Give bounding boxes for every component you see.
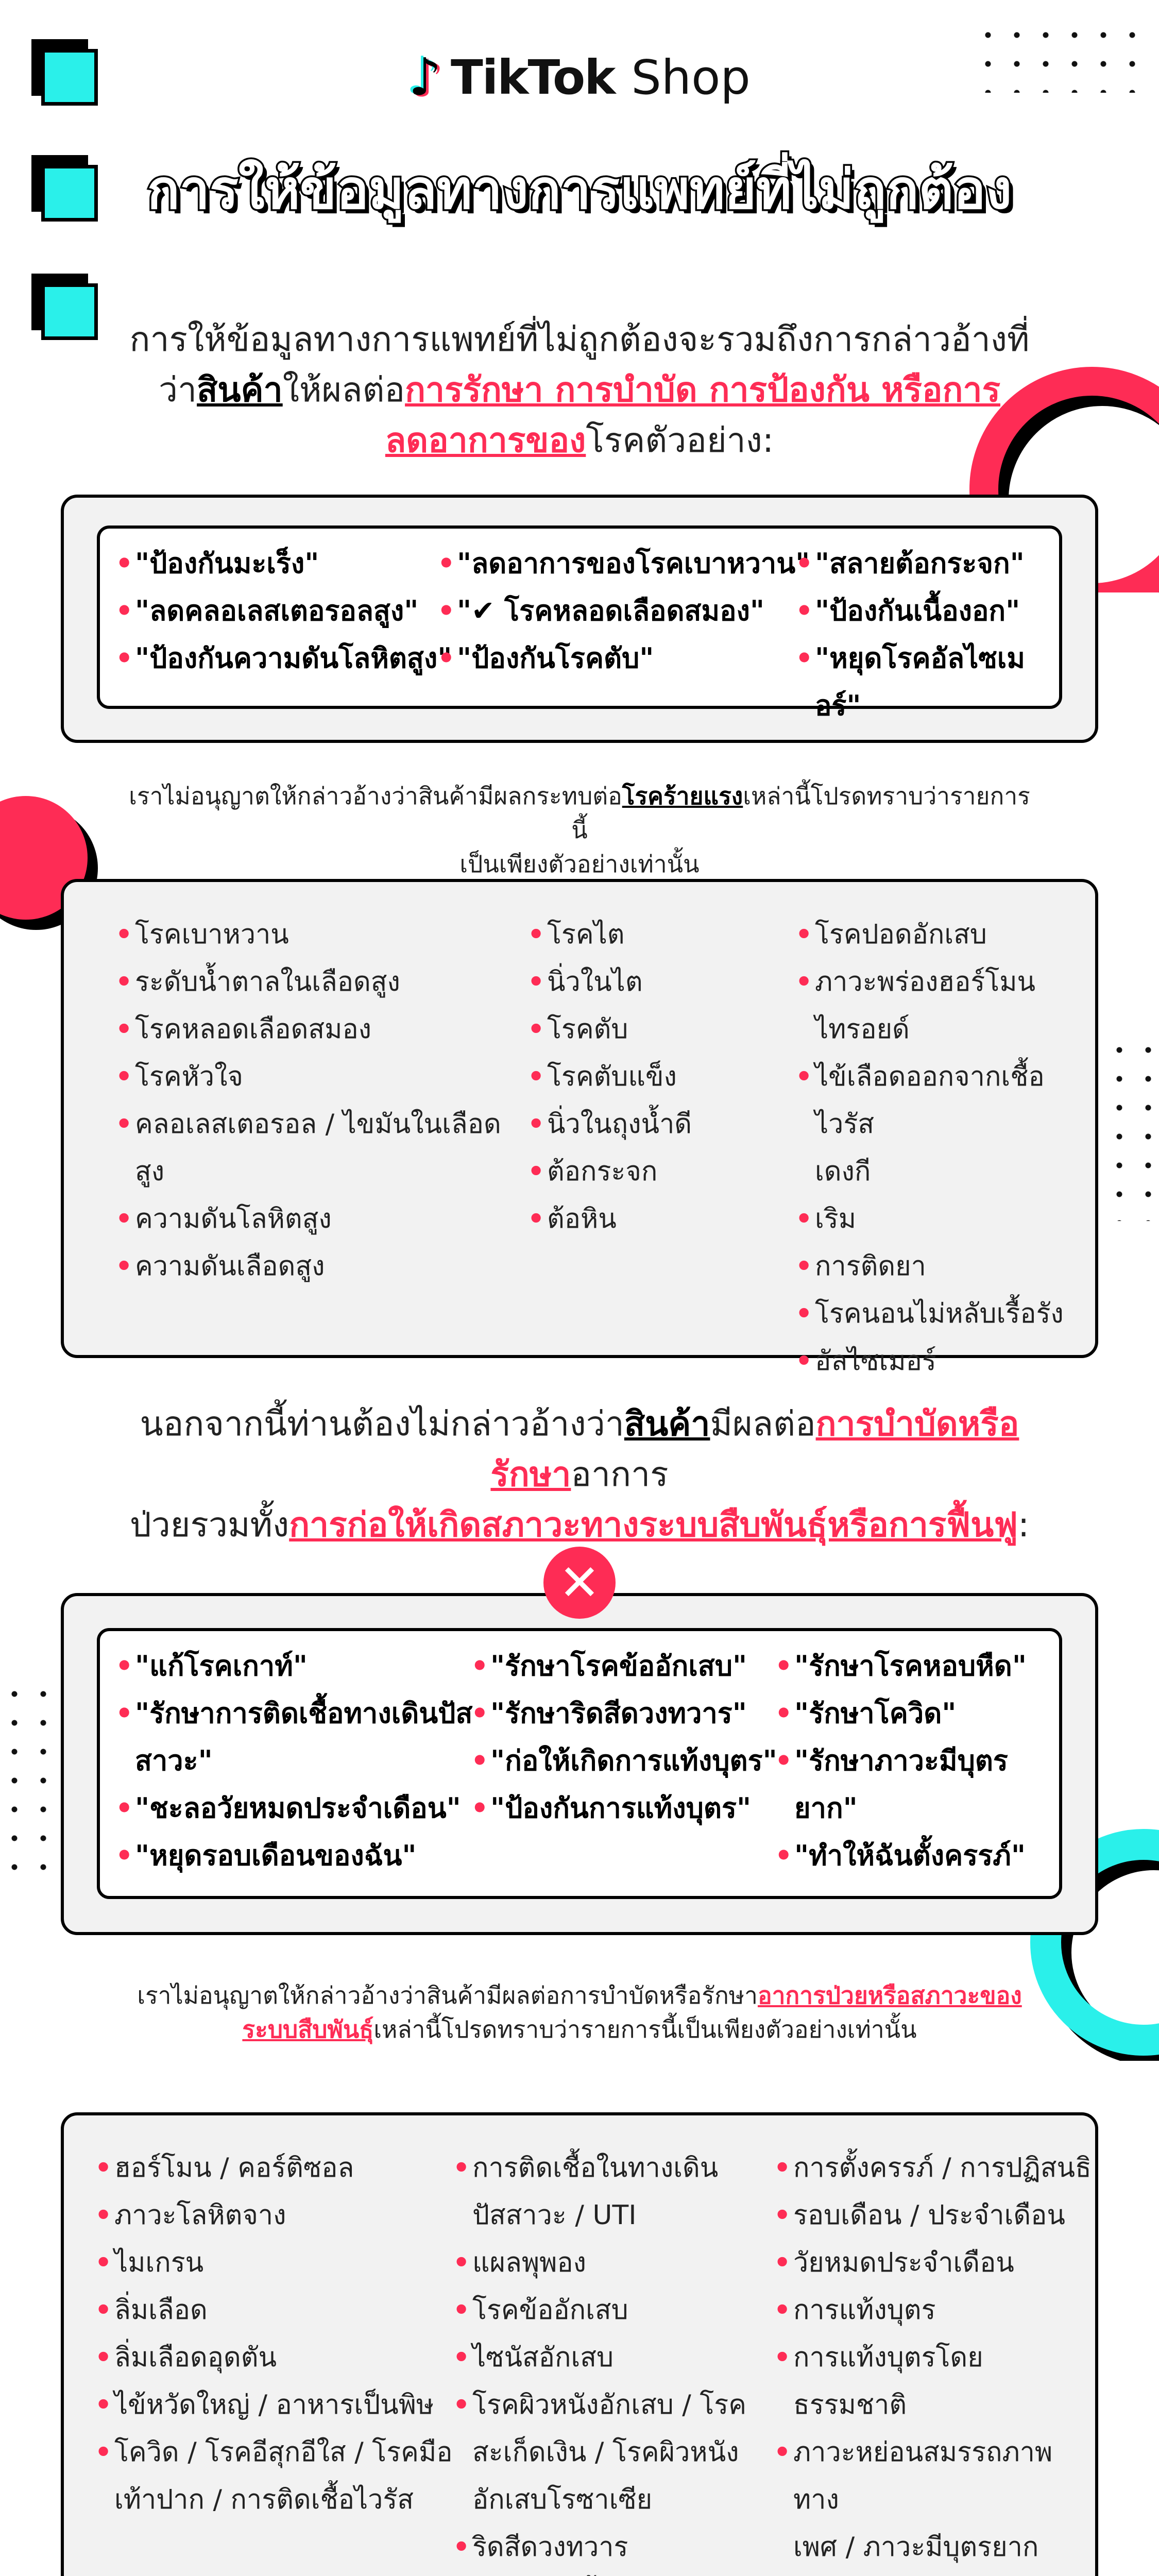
condition-item: • ไมเกรน — [95, 2239, 452, 2286]
claims-inner — [97, 526, 1062, 722]
disease-item: • เริม — [795, 1195, 1095, 1243]
conditions-col-2 — [453, 2144, 746, 2576]
condition-item: • วัยหมดประจำเดือน — [774, 2239, 1095, 2286]
claim-item: • "ลดคลอเลสเตอรอลสูง" — [115, 587, 452, 635]
condition-item-cont: เท้าปาก / การติดเชื้อไวรัส — [114, 2484, 414, 2515]
disease-item: • โรคไต — [527, 911, 692, 958]
disease-item: • นิ่วในไต — [527, 958, 692, 1006]
condition-item: • แผลพุพอง — [453, 2239, 746, 2286]
brand-name: TikTok — [451, 49, 615, 105]
condition-item: • การติดเชื้อในทางเดิน — [453, 2144, 746, 2192]
claim-item: • "หยุดรอบเดือนของฉัน" — [115, 1832, 472, 1879]
condition-item: • การแท้งบุตร — [774, 2286, 1095, 2334]
diseases-col-2 — [527, 911, 692, 1243]
disease-item: • ต้อกระจก — [527, 1148, 692, 1195]
disease-item: • โรคหัวใจ — [115, 1053, 501, 1100]
highlight-treatment: การรักษา การบำบัด การป้องกัน หรือการ — [405, 370, 1001, 410]
claim-item: • "ป้องกันการแท้งบุตร" — [471, 1785, 777, 1832]
claim-item: • "ป้องกันเนื้องอก" — [795, 587, 1059, 635]
diseases-col-1 — [115, 911, 501, 1290]
dot-grid — [1105, 1036, 1151, 1221]
highlight-product: สินค้า — [197, 370, 283, 410]
disease-item: • ต้อหิน — [527, 1195, 692, 1243]
conditions-col-1 — [95, 2144, 452, 2523]
claim-item: • "หยุดโรคอัลไซเมอร์" — [795, 635, 1059, 730]
condition-item: • ภาวะโลหิตจาง — [95, 2192, 452, 2239]
intro2-text: ป่วยรวมทั้ง — [129, 1505, 289, 1545]
claims-col-1 — [115, 540, 452, 682]
condition-item: • ไข้หวัดใหญ่ / อาหารเป็นพิษ — [95, 2381, 452, 2429]
claim-item: • "รักษาโควิด" — [775, 1690, 1059, 1737]
intro2-text: : — [1017, 1505, 1030, 1545]
note-text: เหล่านี้โปรดทราบว่ารายการนี้เป็นเพียงตัวอย่างเท่านั้น — [373, 2015, 917, 2043]
disease-item: • โรคเบาหวาน — [115, 911, 501, 958]
decor-square — [41, 283, 98, 340]
note-serious-diseases — [129, 779, 1030, 881]
page-title: การให้ข้อมูลทางการแพทย์ที่ไม่ถูกต้อง — [147, 158, 1012, 221]
claim-item: • "ป้องกันความดันโลหิตสูง" — [115, 635, 452, 682]
disease-item: • การติดยา — [795, 1243, 1095, 1290]
condition-item: • รอบเดือน / ประจำเดือน — [774, 2192, 1095, 2239]
condition-item-cont: เพศ / ภาวะมีบุตรยาก — [793, 2532, 1039, 2563]
condition-item: • ไซนัสอักเสบ — [453, 2334, 746, 2381]
disease-item: • โรคนอนไม่หลับเรื้อรัง — [795, 1290, 1095, 1337]
claim-item: • "ลดอาการของโรคเบาหวาน" — [437, 540, 810, 587]
disease-item: • โรคตับแข็ง — [527, 1053, 692, 1100]
brand-shop: Shop — [631, 49, 751, 105]
claims2-col-1 — [115, 1642, 472, 1879]
disease-item-cont: สูง — [135, 1156, 165, 1187]
intro-text: การให้ข้อมูลทางการแพทย์ที่ไม่ถูกต้องจะรวมถึงการกล่าวอ้างที่ — [129, 319, 1030, 359]
claims-col-3 — [795, 540, 1059, 730]
claim-item: • "รักษาภาวะมีบุตรยาก" — [775, 1737, 1059, 1832]
highlight-treatment: การบำบัดหรือรักษา — [490, 1404, 1019, 1494]
disease-item: • ภาวะพร่องฮอร์โมน — [795, 958, 1095, 1006]
condition-item-cont: ปัสสาวะ / UTI — [472, 2200, 637, 2231]
highlight-symptoms: ลดอาการของ — [385, 420, 586, 460]
condition-item: • ลิ่มเลือด — [95, 2286, 452, 2334]
note-text: เราไม่อนุญาตให้กล่าวอ้างว่าสินค้ามีผลต่อการบำบัดหรือรักษา — [137, 1981, 758, 2009]
intro-text: ให้ผลต่อ — [282, 370, 405, 410]
intro2-paragraph — [113, 1399, 1046, 1550]
condition-item: • ภาวะหย่อนสมรรถภาพทาง — [774, 2429, 1095, 2523]
disease-item: • โรคหลอดเลือดสมอง — [115, 1006, 501, 1053]
highlight-serious-disease: โรคร้ายแรง — [622, 782, 743, 810]
diseases-col-3 — [795, 911, 1095, 1385]
note-reproductive — [129, 1978, 1030, 2046]
claim-item: • "แก้โรคเกาท์" — [115, 1642, 472, 1690]
condition-item-cont: สะเก็ดเงิน / โรคผิวหนัง — [472, 2437, 739, 2468]
disease-item-cont: เดงกี — [815, 1156, 871, 1187]
note-text: เราไม่อนุญาตให้กล่าวอ้างว่าสินค้ามีผลกระทบต่อ — [129, 782, 622, 810]
claim-item-cont: สาวะ" — [135, 1744, 213, 1777]
intro-paragraph — [113, 314, 1046, 466]
intro2-text: นอกจากนี้ท่านต้องไม่กล่าวอ้างว่า — [140, 1404, 624, 1444]
condition-item: • การแท้งบุตรโดยธรรมชาติ — [774, 2334, 1095, 2429]
claim-item: • "ชะลอวัยหมดประจำเดือน" — [115, 1785, 472, 1832]
dot-grid — [0, 1680, 62, 1875]
condition-item — [453, 2571, 746, 2576]
tiktok-note-icon: ♪ — [408, 47, 441, 107]
claim-item: • "ก่อให้เกิดการแท้งบุตร" — [471, 1737, 777, 1785]
condition-item: • ริดสีดวงทวาร — [453, 2523, 746, 2571]
disease-item: • ไข้เลือดออกจากเชื้อไวรัส — [795, 1053, 1095, 1148]
intro-text: ว่า — [158, 370, 197, 410]
intro-text: โรคตัวอย่าง: — [586, 420, 774, 460]
condition-item: • โรคผิวหนังอักเสบ / โรค — [453, 2381, 746, 2429]
claims2-col-2 — [471, 1642, 777, 1832]
disease-item: • โรคตับ — [527, 1006, 692, 1053]
claim-item: • "รักษาการติดเชื้อทางเดินปัส — [115, 1690, 472, 1737]
conditions-col-3 — [774, 2144, 1095, 2571]
claim-item: • "ป้องกันโรคตับ" — [437, 635, 810, 682]
claim-item: • "ทำให้ฉันตั้งครรภ์" — [775, 1832, 1059, 1879]
claim-item: • "ป้องกันมะเร็ง" — [115, 540, 452, 587]
note-text: เป็นเพียงตัวอย่างเท่านั้น — [459, 850, 700, 878]
claims2-col-3 — [775, 1642, 1059, 1879]
intro2-text: อาการ — [571, 1454, 669, 1494]
highlight-reproductive: อาการป่วยหรือสภาวะของ — [757, 1981, 1022, 2009]
claim-item: • "รักษาริดสีดวงทวาร" — [471, 1690, 777, 1737]
condition-item: • การตั้งครรภ์ / การปฏิสนธิ — [774, 2144, 1095, 2192]
disease-item: • ความดันเลือดสูง — [115, 1243, 501, 1290]
condition-item: • โควิด / โรคอีสุกอีใส / โรคมือ — [95, 2429, 452, 2476]
disease-item-cont: ไทรอยด์ — [815, 1014, 910, 1045]
condition-item: • ลิ่มเลือดอุดตัน — [95, 2334, 452, 2381]
claim-item: • "รักษาโรคหอบหืด" — [775, 1642, 1059, 1690]
disease-item: • นิ่วในถุงน้ำดี — [527, 1100, 692, 1148]
tiktok-shop-logo — [0, 46, 1159, 108]
disease-item: • อัลไซเมอร์ — [795, 1337, 1095, 1385]
claims-col-2 — [437, 540, 810, 682]
disease-item: • คลอเลสเตอรอล / ไขมันในเลือด — [115, 1100, 501, 1148]
note-text: เหล่านี้โปรดทราบว่ารายการนี้ — [571, 782, 1030, 844]
diseases-card — [61, 879, 1098, 1377]
claim-item: • "รักษาโรคข้ออักเสบ" — [471, 1642, 777, 1690]
highlight-product: สินค้า — [624, 1404, 710, 1444]
disease-item: • ระดับน้ำตาลในเลือดสูง — [115, 958, 501, 1006]
condition-item-cont: อักเสบโรซาเซีย — [472, 2484, 653, 2515]
intro2-text: มีผลต่อ — [710, 1404, 816, 1444]
disease-item: • โรคปอดอักเสบ — [795, 911, 1095, 958]
prohibited-x-icon: ✕ — [543, 1547, 616, 1619]
disease-item: • ความดันโลหิตสูง — [115, 1195, 501, 1243]
claim-item: • "สลายต้อกระจก" — [795, 540, 1059, 587]
highlight-reproductive: การก่อให้เกิดสภาวะทางระบบสืบพันธุ์หรือการฟื้นฟู — [289, 1505, 1018, 1545]
highlight-reproductive: ระบบสืบพันธุ์ — [242, 2015, 374, 2043]
condition-item: • โรคข้ออักเสบ — [453, 2286, 746, 2334]
claims2-inner — [97, 1628, 1062, 1899]
claim-item: • "✔ โรคหลอดเลือดสมอง" — [437, 587, 810, 635]
condition-item: • ฮอร์โมน / คอร์ติซอล — [95, 2144, 452, 2192]
conditions-card — [61, 2112, 1098, 2576]
